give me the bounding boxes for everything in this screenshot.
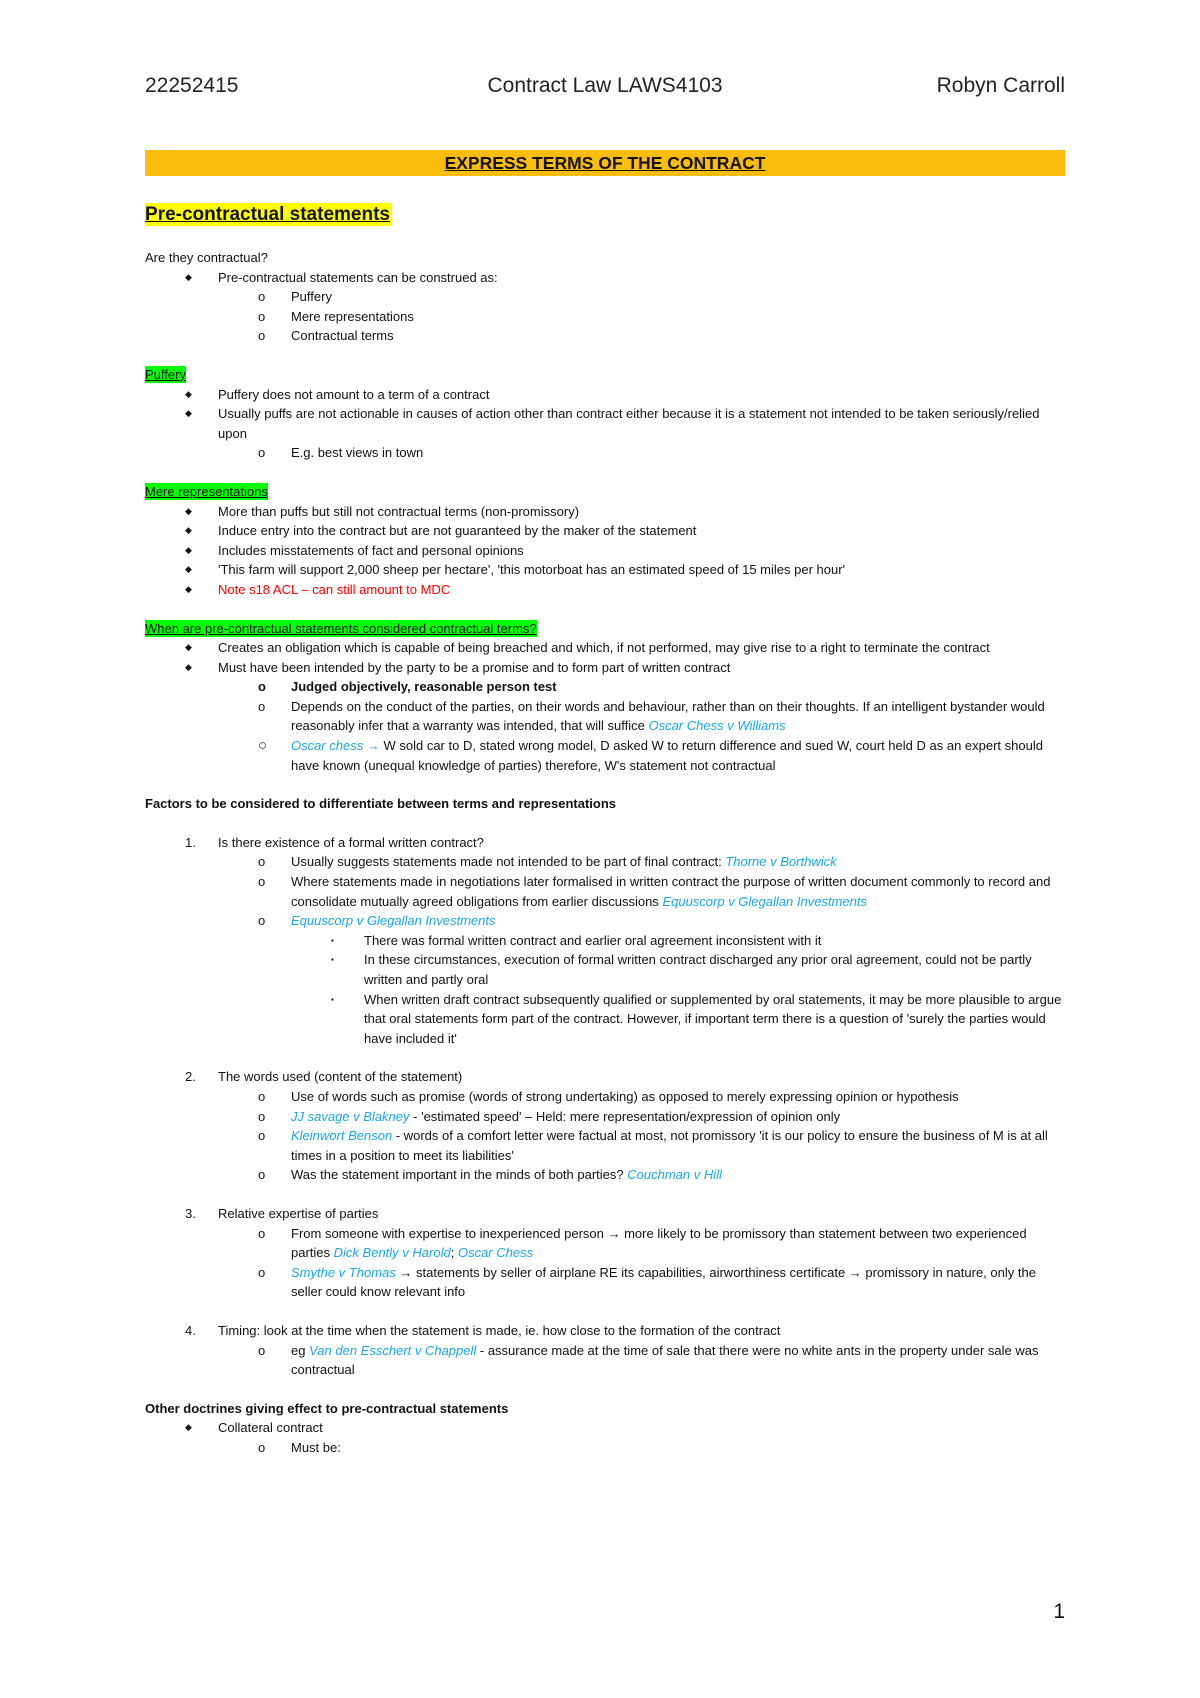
case-citation: Kleinwort Benson xyxy=(291,1128,393,1144)
list-item: o From someone with expertise to inexperienced person → more likely to be promissory than statement between two experienced parties Dick Bently v Harold; Oscar Chess xyxy=(258,1225,1027,1261)
square-bullet-icon: ▪ xyxy=(331,935,334,945)
bullet-icon: ◆ xyxy=(185,525,192,536)
list-item xyxy=(145,911,1065,931)
bullet-icon: ◆ xyxy=(185,544,192,555)
list-item: o Use of words such as promise (words of strong undertaking) as opposed to merely expressing opinion or hypothesis xyxy=(145,1087,1065,1107)
list-item: ◆ Includes misstatements of fact and personal opinions xyxy=(145,541,1065,561)
list-item: o eg Van den Esschert v Chappell - assurance made at the time of sale that there were no white ants in the property under sale was contractual xyxy=(258,1342,1039,1378)
list-item: ◆ More than puffs but still not contractual terms (non-promissory) xyxy=(145,502,1065,522)
list-item: o Contractual terms xyxy=(145,326,1065,346)
other-doctrines-heading: Other doctrines giving effect to pre-contractual statements xyxy=(145,1400,509,1416)
list-item: o Where statements made in negotiations later formalised in written contract the purpose of written document commonly to record and consolidate mutually agreed obligations from earlier discussions Equuscorp v Glegallan Investments xyxy=(258,874,1051,909)
circle-bullet-icon: o xyxy=(258,1264,266,1280)
circle-bullet-icon: o xyxy=(258,445,266,461)
circle-bullet-icon: o xyxy=(258,1225,266,1241)
case-citation: Dick Bently v Harold xyxy=(333,1245,451,1261)
numbered-item: 2. The words used (content of the statement) xyxy=(185,1069,463,1085)
list-item: ◆ Usually puffs are not actionable in causes of action other than contract either because it is a statement not intended to be taken seriously/relied upon xyxy=(185,406,1040,441)
list-item: o Puffery xyxy=(145,287,1065,307)
puffery-heading: Puffery xyxy=(145,366,186,382)
list-item: ◆ 'This farm will support 2,000 sheep per hectare', 'this motorboat has an estimated speed of 15 miles per hour' xyxy=(145,560,1065,580)
list-item: o Must be: xyxy=(145,1438,1065,1458)
factors-heading: Factors to be considered to differentiate between terms and representations xyxy=(145,796,616,812)
circle-bullet-icon: o xyxy=(258,328,266,344)
case-citation: Oscar Chess v Williams xyxy=(648,718,786,734)
bullet-icon: ◆ xyxy=(185,388,192,399)
list-item: ◆ Induce entry into the contract but are not guaranteed by the maker of the statement xyxy=(145,521,1065,541)
square-bullet-icon: ▪ xyxy=(331,994,334,1004)
list-item: ◆ Pre-contractual statements can be construed as: xyxy=(145,268,1065,288)
bullet-icon: ◆ xyxy=(185,642,192,653)
list-item: ▪ There was formal written contract and earlier oral agreement inconsistent with it xyxy=(145,931,1065,951)
circle-bullet-icon: o xyxy=(258,289,266,305)
numbered-item: 1. Is there existence of a formal written contract? xyxy=(185,834,484,850)
question-line: Are they contractual? xyxy=(145,250,268,265)
list-item: ◆ Collateral contract xyxy=(145,1418,1065,1438)
list-item: ◆ Must have been intended by the party to be a promise and to form part of written contract xyxy=(145,658,1065,678)
bullet-icon: ◆ xyxy=(185,564,192,575)
mere-representations-heading: Mere representations xyxy=(145,483,268,499)
list-item: ◆ Puffery does not amount to a term of a contract xyxy=(145,385,1065,405)
list-item: ◆ Creates an obligation which is capable of being breached and which, if not performed, may give rise to a right to terminate the contract xyxy=(145,638,1065,658)
case-citation: Van den Esschert v Chappell xyxy=(309,1342,477,1358)
list-item: ▪ In these circumstances, execution of formal written contract discharged any prior oral agreement, could not be partly written and partly oral xyxy=(331,952,1032,987)
list-item: o Judged objectively, reasonable person test xyxy=(145,677,1065,697)
list-item: o Depends on the conduct of the parties, on their words and behaviour, rather than on their thoughts. If an intelligent bystander would reasonably infer that a warranty was intended, that will suffice Oscar Chess v Williams xyxy=(258,698,1045,734)
list-item: ▪ When written draft contract subsequently qualified or supplemented by oral statements, it may be more plausible to argue that oral statements form part of the contract. However, if important term there is a question of 'surely the parties would have included it' xyxy=(331,991,1062,1046)
contractual-terms-heading: When are pre-contractual statements considered contractual terms? xyxy=(145,620,537,636)
circle-bullet-icon: o xyxy=(258,1088,266,1104)
bullet-icon: ◆ xyxy=(185,408,192,419)
list-item: o Was the statement important in the minds of both parties? Couchman v Hill xyxy=(145,1165,1065,1185)
section-banner: EXPRESS TERMS OF THE CONTRACT xyxy=(145,150,1065,176)
list-item: o Kleinwort Benson - words of a comfort letter were factual at most, not promissory 'it is our policy to ensure the business of M is at all times in a position to meet its liabilities' xyxy=(258,1128,1048,1163)
lecturer-name: Robyn Carroll xyxy=(936,74,1065,97)
bullet-icon: ◆ xyxy=(185,661,192,672)
case-citation: Thorne v Borthwick xyxy=(725,854,837,870)
case-citation: Smythe v Thomas xyxy=(291,1264,396,1280)
circle-bullet-icon: o xyxy=(258,874,266,890)
list-item xyxy=(145,580,1065,600)
bullet-icon: ◆ xyxy=(185,271,192,282)
list-item: ○ Oscar chess → W sold car to D, stated wrong model, D asked W to return difference and sued W, court held D as an expert should have known (unequal knowledge of parties) therefore, W's statement not contractual xyxy=(258,737,1043,773)
page-header xyxy=(145,74,1065,104)
page-number: 1 xyxy=(1053,1600,1065,1623)
student-id: 22252415 xyxy=(145,74,239,97)
square-bullet-icon: ▪ xyxy=(331,955,334,965)
bullet-icon: ◆ xyxy=(185,505,192,516)
circle-bullet-icon: o xyxy=(258,1128,266,1144)
bullet-icon: ◆ xyxy=(185,1422,192,1433)
course-title: Contract Law LAWS4103 xyxy=(487,74,723,97)
hollow-circle-icon: ○ xyxy=(258,737,268,755)
list-item: o JJ savage v Blakney - 'estimated speed' – Held: mere representation/expression of opinion only xyxy=(145,1107,1065,1127)
circle-bullet-icon: o xyxy=(258,1108,266,1124)
acl-note: Note s18 ACL – can still amount to MDC xyxy=(218,581,451,597)
document-body xyxy=(145,150,1065,1457)
list-item: o Mere representations xyxy=(145,307,1065,327)
numbered-item: 3. Relative expertise of parties xyxy=(185,1205,379,1221)
list-item: o Usually suggests statements made not intended to be part of final contract: Thorne v Borthwick xyxy=(145,852,1065,872)
case-citation: Couchman v Hill xyxy=(627,1167,722,1183)
circle-bullet-icon: o xyxy=(258,1342,266,1358)
case-citation: Equuscorp v Glegallan Investments xyxy=(662,893,867,909)
circle-bullet-icon: o xyxy=(258,1439,266,1455)
list-item: o E.g. best views in town xyxy=(145,443,1065,463)
circle-bullet-icon: o xyxy=(258,854,266,870)
page-title: Pre-contractual statements xyxy=(145,204,390,225)
case-citation: Equuscorp v Glegallan Investments xyxy=(291,913,496,929)
circle-bullet-icon: o xyxy=(258,308,266,324)
circle-bullet-icon: o xyxy=(258,698,266,714)
circle-bullet-icon: o xyxy=(258,679,266,695)
circle-bullet-icon: o xyxy=(258,913,266,929)
numbered-item: 4. Timing: look at the time when the statement is made, ie. how close to the formation of the contract xyxy=(185,1322,781,1338)
circle-bullet-icon: o xyxy=(258,1167,266,1183)
bullet-icon: ◆ xyxy=(185,583,192,594)
list-item: o Smythe v Thomas → statements by seller of airplane RE its capabilities, airworthiness certificate → promissory in nature, only the seller could know relevant info xyxy=(258,1264,1036,1300)
case-citation: JJ savage v Blakney xyxy=(291,1108,410,1124)
case-citation: Oscar Chess xyxy=(457,1245,534,1261)
case-citation: Oscar chess → xyxy=(291,738,380,754)
